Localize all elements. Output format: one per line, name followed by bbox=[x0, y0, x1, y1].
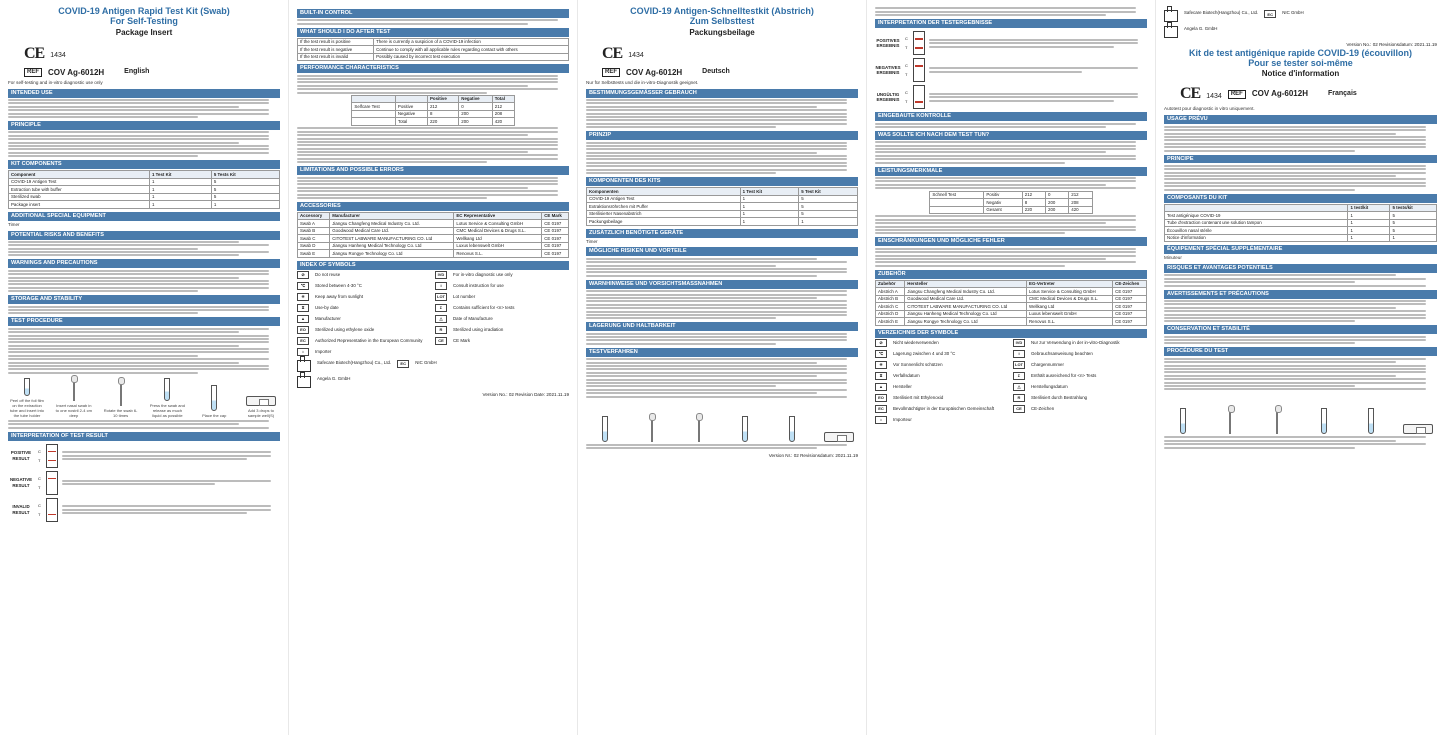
test-strip-icon bbox=[913, 31, 925, 55]
step-illustration bbox=[820, 402, 858, 442]
importer-icon: ⌂ bbox=[875, 416, 887, 424]
ref-label: REF bbox=[602, 68, 620, 78]
sunlight-icon: ☀ bbox=[297, 293, 309, 301]
section-warnings: WARNHINWEISE UND VORSICHTSMASSNAHMEN bbox=[586, 280, 858, 289]
test-strip-icon bbox=[46, 471, 58, 495]
symbols-grid: ⊘ Do not reuse IVD For in-vitro diagnostic use only ℃ Stored between 4-30 °C i Consult instruction for use ☀ Keep away from sunlight LOT Lot number ⧗ Use-by date Σ Contains sufficient for <n> tests ▲ Manufacturer △ Date of Manufacture EO Sterilized using ethylene oxide R Sterilized using irradiation EC Authorized Representative in the European Community CE CE Mark ⌂ Importer bbox=[297, 271, 569, 356]
text-lines bbox=[586, 258, 858, 277]
section-principle: PRINCIPLE bbox=[8, 121, 280, 130]
table-row: Abstrich D Jiangsu Hanheng Medical Technology Co. Ltd Luxus lebenswelt GmbH CE 0197 bbox=[876, 310, 1147, 318]
table-row: Swab C CITOTEST LABWARE MANUFACTURING CO. Ltd Wellkang Ltd CE 0197 bbox=[298, 235, 569, 243]
swab-icon bbox=[1229, 408, 1231, 434]
ce-mark-row bbox=[602, 44, 858, 64]
manufacturer-icon: ▲ bbox=[297, 315, 309, 323]
importer-icon: ⌂ bbox=[297, 348, 309, 356]
section-test-procedure: TEST PROCEDURE bbox=[8, 317, 280, 326]
extraction-tube-icon bbox=[211, 385, 217, 411]
section-intended-use: INTENDED USE bbox=[8, 89, 280, 98]
intro-text: Autotest pour diagnostic in vitro uniquement. bbox=[1164, 106, 1255, 112]
section-intended-use: USAGE PRÉVU bbox=[1164, 115, 1437, 124]
table-row: If the test result is positive There is currently a suspicion of a COVID-19 infection bbox=[298, 38, 569, 46]
ce-mark-icon: CE bbox=[435, 337, 447, 345]
result-negative: NEGATIVE RESULT C T bbox=[8, 471, 280, 495]
table-row: Notice d'information 1 1 bbox=[1165, 234, 1437, 242]
procedure-illustrations bbox=[8, 378, 280, 418]
text-lines bbox=[1164, 436, 1437, 448]
test-strip-icon bbox=[913, 85, 925, 109]
text-lines bbox=[586, 333, 858, 345]
what-to-do-table bbox=[297, 38, 569, 62]
result-negative: NEGATIVES ERGEBNIS C T bbox=[875, 58, 1147, 82]
test-strip-icon bbox=[46, 444, 58, 468]
section-what-to-do: WAS SOLLTE ICH NACH DEM TEST TUN? bbox=[875, 131, 1147, 140]
section-interpretation: INTERPRETATION DER TESTERGEBNISSE bbox=[875, 19, 1147, 28]
section-test-procedure: TESTVERFAHREN bbox=[586, 348, 858, 357]
pcr-comparison-table bbox=[929, 191, 1092, 215]
text-lines bbox=[875, 123, 1147, 128]
tests-count-icon: Σ bbox=[1013, 372, 1025, 380]
ivd-icon: IVD bbox=[1013, 339, 1025, 347]
section-warnings: AVERTISSEMENTS ET PRÉCAUTIONS bbox=[1164, 290, 1437, 299]
result-positive: POSITIVES ERGEBNIS C T bbox=[875, 31, 1147, 55]
text-lines bbox=[1164, 358, 1437, 391]
table-row: Sterilized swab 1 5 bbox=[9, 193, 280, 201]
table-row: Selfcare Test Positive 212 0 212 bbox=[352, 103, 514, 111]
language-label: English bbox=[124, 68, 150, 76]
manufacture-date-icon: △ bbox=[1013, 383, 1025, 391]
do-not-reuse-icon: ⊘ bbox=[875, 339, 887, 347]
ec-rep-icon: EC bbox=[875, 405, 887, 413]
step-illustration bbox=[1258, 394, 1296, 434]
step-illustration: Place the cap bbox=[195, 378, 233, 418]
text-lines bbox=[875, 7, 1147, 16]
text-lines bbox=[1164, 126, 1437, 152]
extraction-tube-icon bbox=[602, 416, 608, 442]
step-illustration bbox=[586, 402, 624, 442]
table-header: 1 Test Kit bbox=[150, 171, 212, 179]
importer-icon bbox=[1164, 26, 1178, 38]
intro-text: Nur für Selbsttests und die in-vitro-Diagnostik geeignet. bbox=[586, 79, 699, 85]
extraction-tube-icon bbox=[742, 416, 748, 442]
additional-text: Timer bbox=[586, 238, 598, 244]
text-lines bbox=[8, 306, 280, 315]
hourglass-icon: ⧗ bbox=[875, 372, 887, 380]
extraction-tube-icon bbox=[1180, 408, 1186, 434]
text-lines bbox=[875, 215, 1147, 234]
factory-icon bbox=[1164, 10, 1178, 22]
table-row: Swab A Jiangsu Changfeng Medical Industry Co. Ltd. Lotus Service & Consulting GmbH CE 0197 bbox=[298, 220, 569, 228]
column-english-1 bbox=[0, 0, 289, 735]
test-cassette-icon bbox=[1403, 424, 1433, 434]
do-not-reuse-icon: ⊘ bbox=[297, 271, 309, 279]
section-kit-components: COMPOSANTS DU KIT bbox=[1164, 194, 1437, 203]
section-risks-benefits: RISQUES ET AVANTAGES POTENTIELS bbox=[1164, 264, 1437, 273]
section-storage: STORAGE AND STABILITY bbox=[8, 295, 280, 304]
section-performance: PERFORMANCE CHARACTERISTICS bbox=[297, 64, 569, 73]
ce-number: 1434 bbox=[50, 52, 66, 60]
french-subtitle: Notice d'information bbox=[1261, 69, 1340, 79]
kit-components-table: Komponenten 1 Test Kit 5 Test Kit COVID-19 Antigen Test 1 5 Extraktionsröhrchen mit Puffer 1 5 Sterilisierter Nasenabstrich 1 5 Packungsbeilage 1 1 bbox=[586, 187, 858, 226]
ce-mark-row bbox=[24, 44, 280, 64]
table-row: Sterilisierter Nasenabstrich 1 5 bbox=[587, 210, 858, 218]
text-lines bbox=[8, 131, 280, 157]
section-risks-benefits: POTENTIAL RISKS AND BENEFITS bbox=[8, 231, 280, 240]
ce-number: 1434 bbox=[628, 52, 644, 60]
table-row: Swab D Jiangsu Hanheng Medical Technology Co. Ltd Luxus lebenswelt GmbH CE 0197 bbox=[298, 242, 569, 250]
step-illustration bbox=[1305, 394, 1343, 434]
step-illustration: Add 3 drops to sample well(S) bbox=[242, 378, 280, 418]
version-info: Version No.: 02 Revision Date: 2021.11.19 bbox=[482, 391, 569, 397]
ec-rep-icon: EC bbox=[297, 337, 309, 345]
procedure-illustrations bbox=[1164, 394, 1437, 434]
accessories-table: Zubehör Hersteller EG-Vertreter CE-Zeichen Abstrich A Jiangsu Changfeng Medical Industry Co. Ltd. Lotus Service & Consulting GmbH CE 0197 Abstrich B Goodwood Medical Care Ltd. CMC Medical Devices & Drugs S.L. CE 0197 Abstrich C CITOTEST LABWARE MANUFACTURING CO. Ltd Wellkang Ltd CE 0197 Abstrich D Jiangsu Hanheng Medical Technology Co. Ltd Luxus lebenswelt GmbH CE 0197 Abstrich E Jiangsu Rongye Technology Co. Ltd Renovus S.L. CE 0197 bbox=[875, 280, 1147, 326]
swab-icon bbox=[1276, 408, 1278, 434]
lot-icon: LOT bbox=[1015, 362, 1023, 368]
section-principle: PRINZIP bbox=[586, 131, 858, 140]
table-row: Gesamt 220 200 420 bbox=[930, 206, 1092, 214]
pcr-comparison-table: Positive Negative Total Selfcare Test Positive 212 0 212 Negative 8 200 208 Total 220 200 420 bbox=[351, 95, 514, 126]
manufacturer-block: Safecare Biotech(Hangzhou) Co., Ltd. EC NIC GmbH bbox=[297, 360, 569, 372]
table-row: Total 220 200 420 bbox=[352, 118, 514, 126]
swab-icon bbox=[698, 416, 700, 442]
test-strip-icon bbox=[46, 498, 58, 522]
section-storage: CONSERVATION ET STABILITÉ bbox=[1164, 325, 1437, 334]
text-lines bbox=[586, 99, 858, 128]
result-invalid: INVALID RESULT C T bbox=[8, 498, 280, 522]
text-lines bbox=[8, 241, 280, 257]
step-illustration: Press the swab and release as much liquid as possible bbox=[148, 378, 186, 418]
table-row: Écouvillon nasal stérile 1 5 bbox=[1165, 227, 1437, 235]
language-label: Deutsch bbox=[702, 68, 730, 76]
intro-text: For self-testing and in-vitro diagnostic use only bbox=[8, 79, 103, 85]
accessories-table: Accessory Manufacturer EC Representative CE Mark Swab A Jiangsu Changfeng Medical Industry Co. Ltd. Lotus Service & Consulting GmbH CE 0197 Swab B Goodwood Medical Care Ltd. CMC Medical Devices & Drugs S.L. CE 0197 Swab C CITOTEST LABWARE MANUFACTURING CO. Ltd Wellkang Ltd CE 0197 Swab D Jiangsu Hanheng Medical Technology Co. Ltd Luxus lebenswelt GmbH CE 0197 Swab E Jiangsu Rongye Technology Co. Ltd Renovus S.L. CE 0197 bbox=[297, 212, 569, 258]
ref-row bbox=[1180, 84, 1437, 104]
importer-icon bbox=[297, 376, 311, 388]
column-german-1 bbox=[578, 0, 867, 735]
book-icon: i bbox=[435, 282, 447, 290]
sterile-eo-icon: EO bbox=[875, 394, 887, 402]
section-built-in-control: BUILT-IN CONTROL bbox=[297, 9, 569, 18]
ec-rep-icon: EC bbox=[397, 360, 409, 368]
table-row: Abstrich C CITOTEST LABWARE MANUFACTURING CO. Ltd Wellkang Ltd CE 0197 bbox=[876, 303, 1147, 311]
extraction-tube-icon bbox=[164, 378, 170, 401]
text-lines bbox=[8, 420, 280, 429]
table-row: Swab E Jiangsu Rongye Technology Co. Ltd Renovus S.L. CE 0197 bbox=[298, 250, 569, 258]
step-illustration bbox=[726, 402, 764, 442]
ce-mark-icon: CE bbox=[24, 44, 45, 62]
ec-rep-icon: EC bbox=[1264, 10, 1276, 18]
table-row: Packungsbeilage 1 1 bbox=[587, 218, 858, 226]
ref-row bbox=[24, 68, 280, 78]
french-title: Kit de test antigénique rapide COVID-19 (écouvillon) bbox=[1188, 47, 1413, 58]
table-row: Abstrich B Goodwood Medical Care Ltd. CMC Medical Devices & Drugs S.L. CE 0197 bbox=[876, 295, 1147, 303]
step-illustration bbox=[680, 402, 718, 442]
ref-code: COV Ag-6012H bbox=[48, 67, 105, 77]
symbols-grid: ⊘ Nicht wiederverwenden IVD Nur zur Verwendung in der in-vitro-Diagnostik ℃ Lagerung zwischen 4 und 30 °C i Gebrauchsanweisung beachten ☀ Vor Sonnenlicht schützen LOT Chargennummer ⧗ Verfallsdatum Σ Enthält ausreichend für <n> Tests ▲ Hersteller △ Herstellungsdatum EO Sterilisiert mit Ethylenoxid R Sterilisiert durch Bestrahlung EC Bevollmächtigter in der Europäischen Gemeinschaft CE CE-Zeichen ⌂ Importeur bbox=[875, 339, 1147, 424]
step-illustration bbox=[1399, 394, 1437, 434]
text-lines bbox=[8, 270, 280, 292]
table-row: COVID-19 Antigen Test 1 5 bbox=[587, 195, 858, 203]
version-info: Version No.: 02 Revisionsdatum: 2021.11.19 bbox=[1346, 42, 1437, 47]
ref-label: REF bbox=[24, 68, 42, 78]
section-accessories: ZUBEHÖR bbox=[875, 270, 1147, 279]
text-lines bbox=[586, 358, 858, 397]
swab-icon bbox=[73, 378, 75, 401]
extraction-tube-icon bbox=[789, 416, 795, 442]
column-english-2 bbox=[289, 0, 578, 735]
section-additional-equipment: ADDITIONAL SPECIAL EQUIPMENT bbox=[8, 212, 280, 221]
additional-text: Timer bbox=[8, 221, 20, 227]
text-lines bbox=[875, 177, 1147, 189]
step-illustration bbox=[773, 402, 811, 442]
table-row: Extraction tube with buffer 1 5 bbox=[9, 186, 280, 194]
english-title-2: For Self-Testing bbox=[110, 16, 178, 27]
sunlight-icon: ☀ bbox=[875, 361, 887, 369]
table-row: Abstrich E Jiangsu Rongye Technology Co. Ltd Renovus S.L. CE 0197 bbox=[876, 318, 1147, 326]
french-title-2: Pour se tester soi-même bbox=[1248, 58, 1353, 69]
section-intended-use: BESTIMMUNGSGEMÄSSER GEBRAUCH bbox=[586, 89, 858, 98]
german-subtitle: Packungsbeilage bbox=[689, 27, 755, 37]
version-info: Version Nr.: 02 Revisionsdatum: 2021.11.19 bbox=[768, 452, 858, 458]
german-title-2: Zum Selbsttest bbox=[689, 16, 755, 27]
step-illustration: Insert nasal swab in to one nostril 2-4 cm deep bbox=[55, 378, 93, 418]
section-limitations: EINSCHRÄNKUNGEN UND MÖGLICHE FEHLER bbox=[875, 237, 1147, 246]
text-lines bbox=[1164, 336, 1437, 345]
table-row: Tube d'extraction contenant une solution tampon 1 5 bbox=[1165, 219, 1437, 227]
table-row: Negative 8 200 208 bbox=[352, 110, 514, 118]
table-row: Extraktionsröhrchen mit Puffer 1 5 bbox=[587, 203, 858, 211]
step-illustration bbox=[1211, 394, 1249, 434]
sterile-r-icon: R bbox=[435, 326, 447, 334]
section-warnings: WARNINGS AND PRECAUTIONS bbox=[8, 259, 280, 268]
table-row: Abstrich A Jiangsu Changfeng Medical Industry Co. Ltd. Lotus Service & Consulting GmbH CE 0197 bbox=[876, 288, 1147, 296]
text-lines bbox=[8, 99, 280, 118]
section-accessories: ACCESSORIES bbox=[297, 202, 569, 211]
english-subtitle: Package Insert bbox=[115, 27, 173, 37]
additional-text: Minuteur bbox=[1164, 255, 1182, 261]
ref-row bbox=[602, 68, 858, 78]
text-lines bbox=[586, 290, 858, 319]
column-french bbox=[1156, 0, 1445, 735]
step-illustration bbox=[1352, 394, 1390, 434]
ivd-icon: IVD bbox=[435, 271, 447, 279]
section-limitations: LIMITATIONS AND POSSIBLE ERRORS bbox=[297, 166, 569, 175]
temperature-icon: ℃ bbox=[875, 350, 887, 358]
extraction-tube-icon bbox=[1368, 408, 1374, 434]
ce-number: 1434 bbox=[1206, 93, 1222, 101]
german-title: COVID-19 Antigen-Schnelltestkit (Abstrich) bbox=[630, 6, 814, 16]
importer-block: Angela G. GmbH bbox=[1164, 26, 1437, 38]
section-additional-equipment: ÉQUIPEMENT SPÉCIAL SUPPLÉMENTAIRE bbox=[1164, 245, 1437, 254]
factory-icon bbox=[297, 360, 311, 372]
ref-label: REF bbox=[1228, 90, 1246, 100]
sterile-r-icon: R bbox=[1013, 394, 1025, 402]
section-what-to-do: WHAT SHOULD I DO AFTER TEST bbox=[297, 28, 569, 37]
result-positive: POSITIVE RESULT C T bbox=[8, 444, 280, 468]
text-lines bbox=[8, 328, 280, 374]
section-kit-components: KOMPONENTEN DES KITS bbox=[586, 177, 858, 186]
table-header: 5 Tests Kit bbox=[211, 171, 279, 179]
section-risks-benefits: MÖGLICHE RISIKEN UND VORTEILE bbox=[586, 247, 858, 256]
table-row: If the test result is negative Continue to comply with all applicable rules regarding contact with others bbox=[298, 46, 569, 54]
table-row: COVID-19 Antigen Test 1 5 bbox=[9, 178, 280, 186]
text-lines bbox=[586, 142, 858, 175]
table-row: Test antigénique COVID-19 1 5 bbox=[1165, 212, 1437, 220]
manufacturer-block: Safecare Biotech(Hangzhou) Co., Ltd. EC NIC GmbH bbox=[1164, 10, 1437, 22]
section-principle: PRINCIPE bbox=[1164, 155, 1437, 164]
step-illustration: Peel off the foil film on the extraction tube and insert into the tube holder bbox=[8, 378, 46, 418]
extraction-tube-icon bbox=[24, 378, 30, 396]
text-lines bbox=[297, 19, 569, 24]
section-kit-components: KIT COMPONENTS bbox=[8, 160, 280, 169]
section-performance: LEISTUNGSMERKMALE bbox=[875, 167, 1147, 176]
step-illustration: Rotate the swab 6-10 times bbox=[102, 378, 140, 418]
swab-icon bbox=[651, 416, 653, 442]
ce-mark-icon: CE bbox=[1180, 85, 1201, 103]
text-lines bbox=[586, 444, 858, 449]
kit-components-table bbox=[8, 170, 280, 209]
section-test-procedure: PROCÉDURE DU TEST bbox=[1164, 347, 1437, 356]
test-strip-icon bbox=[913, 58, 925, 82]
ref-code: COV Ag-6012H bbox=[626, 67, 683, 77]
hourglass-icon: ⧗ bbox=[297, 304, 309, 312]
section-control: EINGEBAUTE KONTROLLE bbox=[875, 112, 1147, 121]
section-symbols: VERZEICHNIS DER SYMBOLE bbox=[875, 329, 1147, 338]
ref-code: COV Ag-6012H bbox=[1251, 89, 1308, 99]
text-lines bbox=[1164, 300, 1437, 322]
kit-components-table: 1 test/kit 5 tests/kit Test antigénique COVID-19 1 5 Tube d'extraction contenant une solution tampon 1 5 Écouvillon nasal stérile 1 5 Notice d'information 1 1 bbox=[1164, 204, 1437, 243]
table-row: Swab B Goodwood Medical Care Ltd. CMC Medical Devices & Drugs S.L. CE 0197 bbox=[298, 227, 569, 235]
table-row: If the test result is invalid Possibly caused by incorrect test execution bbox=[298, 53, 569, 61]
tests-count-icon: Σ bbox=[435, 304, 447, 312]
manufacturer-icon: ▲ bbox=[875, 383, 887, 391]
manufacture-date-icon: △ bbox=[435, 315, 447, 323]
step-illustration bbox=[1164, 394, 1202, 434]
procedure-illustrations bbox=[586, 402, 858, 442]
test-cassette-icon bbox=[246, 396, 276, 406]
table-row: Package insert 1 1 bbox=[9, 201, 280, 209]
test-cassette-icon bbox=[824, 432, 854, 442]
section-storage: LAGERUNG UND HALTBARKEIT bbox=[586, 322, 858, 331]
ce-mark-icon: CE bbox=[602, 44, 623, 62]
language-label: Français bbox=[1327, 90, 1357, 98]
table-row: Schnell Test Positiv 212 0 212 bbox=[930, 191, 1092, 199]
text-lines bbox=[1164, 165, 1437, 191]
section-interpretation: INTERPRETATION OF TEST RESULT bbox=[8, 432, 280, 441]
book-icon: i bbox=[1013, 350, 1025, 358]
table-header: Component bbox=[9, 171, 150, 179]
text-lines bbox=[1164, 274, 1437, 286]
text-lines bbox=[875, 248, 1147, 267]
result-invalid: UNGÜLTIG ERGEBNIS C T bbox=[875, 85, 1147, 109]
ce-mark-icon: CE bbox=[1013, 405, 1025, 413]
section-symbols: INDEX OF SYMBOLS bbox=[297, 261, 569, 270]
text-lines bbox=[875, 141, 1147, 163]
text-lines bbox=[297, 177, 569, 199]
table-row: Negativ 8 200 208 bbox=[930, 199, 1092, 207]
text-lines bbox=[297, 75, 569, 94]
english-title: COVID-19 Antigen Rapid Test Kit (Swab) bbox=[58, 6, 230, 16]
temperature-icon: ℃ bbox=[297, 282, 309, 290]
text-lines bbox=[297, 127, 569, 163]
step-illustration bbox=[633, 402, 671, 442]
extraction-tube-icon bbox=[1321, 408, 1327, 434]
column-german-2 bbox=[867, 0, 1156, 735]
section-additional-equipment: ZUSÄTZLICH BENÖTIGTE GERÄTE bbox=[586, 229, 858, 238]
sterile-eo-icon: EO bbox=[297, 326, 309, 334]
lot-icon: LOT bbox=[437, 294, 445, 300]
importer-block: Angela G. GmbH bbox=[297, 376, 569, 388]
swab-icon bbox=[120, 380, 122, 406]
